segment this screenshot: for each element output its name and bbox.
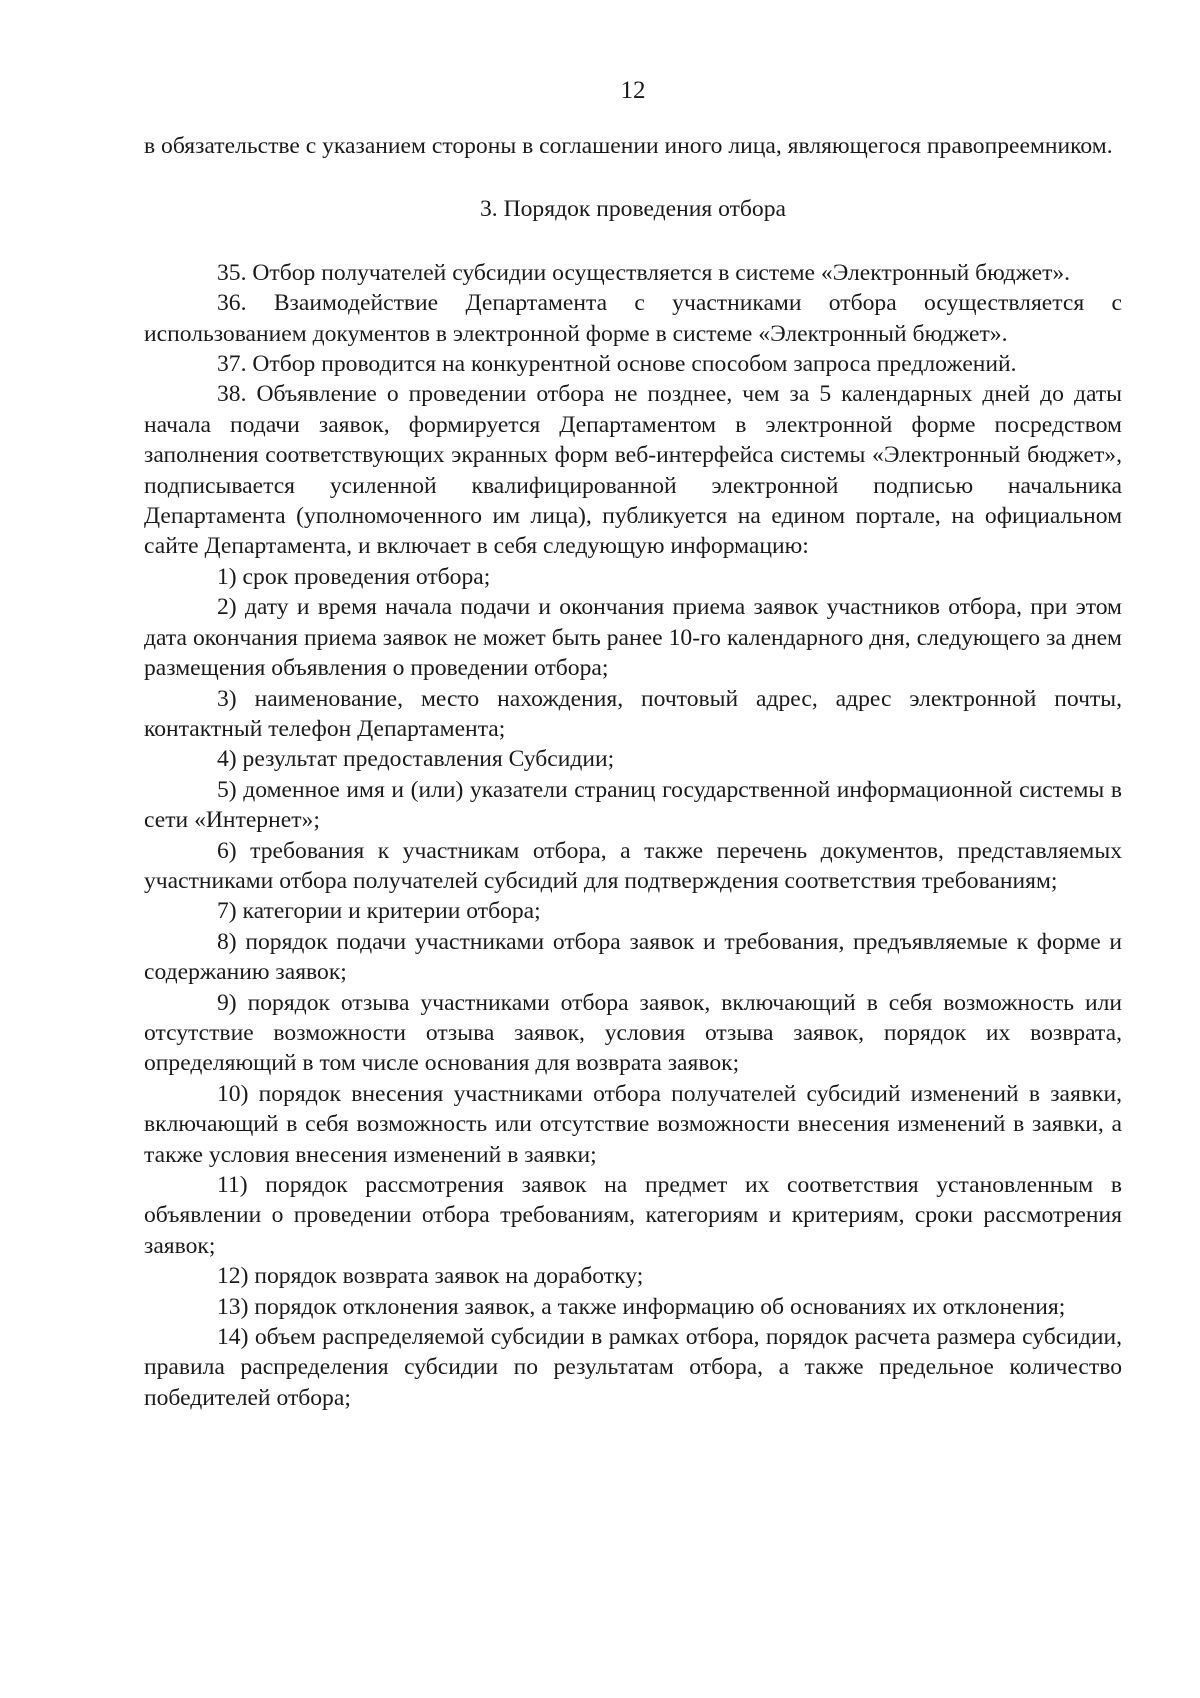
continuation-paragraph: в обязательстве с указанием стороны в соглашении иного лица, являющегося правопреемником. xyxy=(144,133,1113,159)
list-item-6: 6) требования к участникам отбора, а также перечень документов, представляемых участниками отбора получателей субсидий для подтверждения соответствия требованиям; xyxy=(144,837,1122,894)
list-item-11: 11) порядок рассмотрения заявок на предмет их соответствия установленным в объявлении о проведении отбора требованиям, категориям и критериям, сроки рассмотрения заявок; xyxy=(144,1172,1122,1259)
list-item-14: 14) объем распределяемой субсидии в рамках отбора, порядок расчета размера субсидии, правила распределения субсидии по результатам отбора, а также предельное количество победителей отбора; xyxy=(144,1324,1122,1411)
page-number: 12 xyxy=(620,77,646,104)
paragraph-36: 36. Взаимодействие Департамента с участниками отбора осуществляется с использованием документов в электронной форме в системе «Электронный бюджет». xyxy=(144,290,1122,347)
list-item-3: 3) наименование, место нахождения, почтовый адрес, адрес электронной почты, контактный телефон Департамента; xyxy=(144,685,1122,742)
document-body xyxy=(144,131,1122,1413)
list-item-2: 2) дату и время начала подачи и окончания приема заявок участников отбора, при этом дата окончания приема заявок не может быть ранее 10-го календарного дня, следующего за днем размещения объявления о проведении отбора; xyxy=(144,594,1122,682)
list-item-9: 9) порядок отзыва участниками отбора заявок, включающий в себя возможность или отсутствие возможности отзыва заявок, условия отзыва заявок, порядок их возврата, определяющий в том числе основания для возврата заявок; xyxy=(144,989,1122,1077)
paragraph-35: 35. Отбор получателей субсидии осуществляется в системе «Электронный бюджет». xyxy=(217,259,1071,286)
paragraph-38: 38. Объявление о проведении отбора не позднее, чем за 5 календарных дней до даты начала подачи заявок, формируется Департаментом в электронной форме посредством заполнения соответствующих экранных форм веб-интерфейса системы «Электронный бюджет», подписывается усиленной квалифицированной электронной подписью начальника Департамента (уполномоченного им лица), публикуется на едином портале, на официальном сайте Департамента, и включает в себя следующую информацию: xyxy=(144,381,1122,560)
list-item-10: 10) порядок внесения участниками отбора получателей субсидий изменений в заявки, включающий в себя возможность или отсутствие возможности внесения изменений в заявки, а также условия внесения изменений в заявки; xyxy=(144,1080,1122,1168)
list-item-4: 4) результат предоставления Субсидии; xyxy=(217,746,615,773)
section-title: 3. Порядок проведения отбора xyxy=(480,196,786,223)
list-item-13: 13) порядок отклонения заявок, а также информацию об основаниях их отклонения; xyxy=(217,1293,1066,1320)
list-item-12: 12) порядок возврата заявок на доработку; xyxy=(217,1263,644,1290)
list-item-5: 5) доменное имя и (или) указатели страниц государственной информационной системы в сети «Интернет»; xyxy=(144,776,1122,834)
list-item-7: 7) категории и критерии отбора; xyxy=(217,898,541,925)
list-item-1: 1) срок проведения отбора; xyxy=(217,563,491,590)
list-item-8: 8) порядок подачи участниками отбора заявок и требования, предъявляемые к форме и содержанию заявок; xyxy=(144,928,1122,986)
paragraph-37: 37. Отбор проводится на конкурентной основе способом запроса предложений. xyxy=(217,351,1017,378)
